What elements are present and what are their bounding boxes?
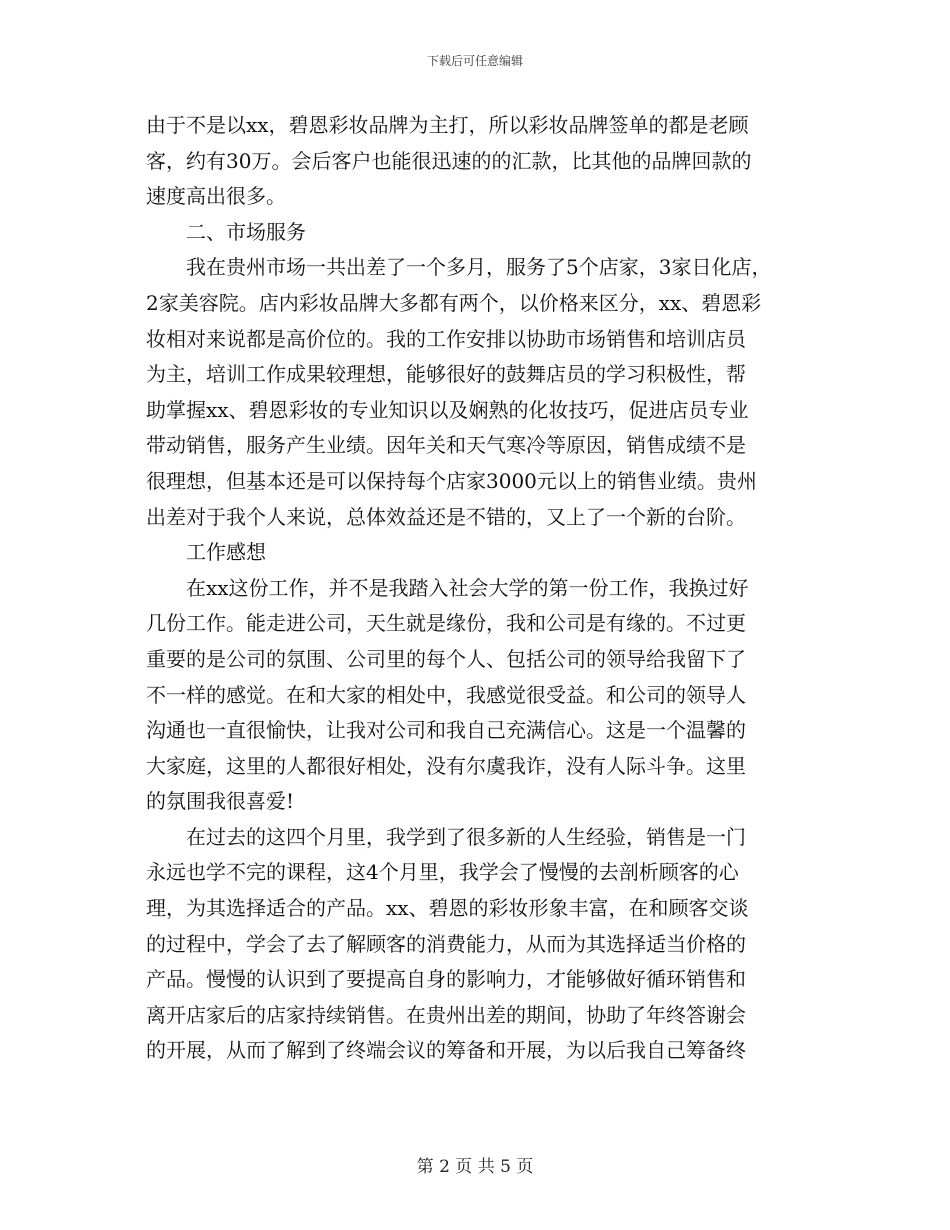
- page-number: 第 2 页 共 5 页: [416, 1157, 534, 1177]
- text-line: 2家美容院。店内彩妆品牌大多都有两个，以价格来区分，xx、碧恩彩: [146, 290, 762, 315]
- text-line: 为主，培训工作成果较理想，能够很好的鼓舞店员的学习积极性，帮: [146, 362, 746, 387]
- text-line: 很理想，但基本还是可以保持每个店家3000元以上的销售业绩。贵州: [146, 468, 757, 493]
- text-line: 速度高出很多。: [146, 184, 286, 209]
- text-line: 带动销售，服务产生业绩。因年关和天气寒冷等原因，销售成绩不是: [146, 433, 746, 458]
- text-line: 我在贵州市场一共出差了一个多月，服务了5个店家，3家日化店，: [186, 255, 772, 280]
- text-line: 理，为其选择适合的产品。xx、碧恩的彩妆形象丰富，在和顾客交谈: [146, 896, 749, 921]
- text-line: 由于不是以xx，碧恩彩妆品牌为主打，所以彩妆品牌签单的都是老顾: [146, 113, 749, 137]
- text-line: 重要的是公司的氛围、公司里的每个人、包括公司的领导给我留下了: [146, 646, 746, 671]
- text-line: 产品。慢慢的认识到了要提高自身的影响力，才能够做好循环销售和: [146, 967, 746, 992]
- document-body: [146, 108, 810, 1069]
- text-line: 永远也学不完的课程，这4个月里，我学会了慢慢的去剖析顾客的心: [146, 860, 739, 885]
- text-line: 在过去的这四个月里，我学到了很多新的人生经验，销售是一门: [186, 824, 746, 849]
- text-line: 几份工作。能走进公司，天生就是缘份，我和公司是有缘的。不过更: [146, 611, 746, 636]
- text-line: 大家庭，这里的人都很好相处，没有尔虞我诈，没有人际斗争。这里: [146, 753, 746, 778]
- text-line: 的过程中，学会了去了解顾客的消费能力，从而为其选择适当价格的: [146, 931, 746, 956]
- text-line: 客，约有30万。会后客户也能很迅速的的汇款，比其他的品牌回款的: [146, 148, 752, 173]
- text-line: 沟通也一直很愉快，让我对公司和我自己充满信心。这是一个温馨的: [146, 718, 746, 743]
- text-line: 出差对于我个人来说，总体效益还是不错的，又上了一个新的台阶。: [146, 504, 746, 529]
- text-line: 工作感想: [186, 540, 266, 565]
- text-line: 妆相对来说都是高价位的。我的工作安排以协助市场销售和培训店员: [146, 326, 746, 351]
- text-line: 的氛围我很喜爱!: [146, 789, 295, 814]
- text-line: 助掌握xx、碧恩彩妆的专业知识以及娴熟的化妆技巧，促进店员专业: [146, 397, 749, 422]
- text-line: 二、市场服务: [186, 219, 306, 244]
- text-line: 在xx这份工作，并不是我踏入社会大学的第一份工作，我换过好: [186, 575, 749, 600]
- page-header: 下载后可任意编辑: [426, 54, 523, 68]
- text-line: 的开展，从而了解到了终端会议的筹备和开展，为以后我自己筹备终: [146, 1038, 746, 1063]
- text-line: 不一样的感觉。在和大家的相处中，我感觉很受益。和公司的领导人: [146, 682, 746, 707]
- text-line: 离开店家后的店家持续销售。在贵州出差的期间，协助了年终答谢会: [146, 1002, 746, 1027]
